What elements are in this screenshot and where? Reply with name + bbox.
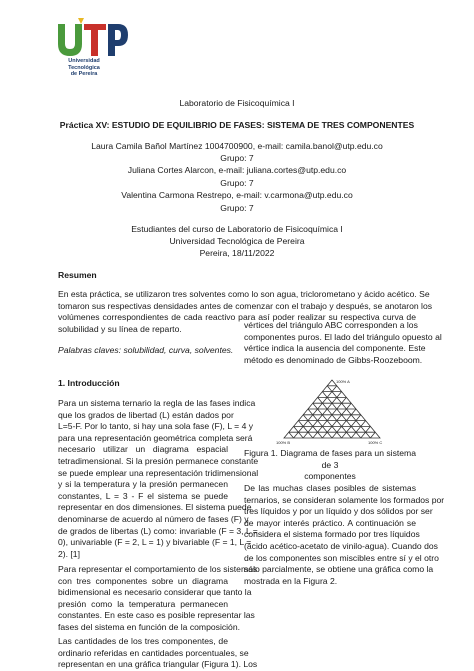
keywords: Palabras claves: solubilidad, curva, solventes. xyxy=(58,345,234,355)
practice-title: Práctica XV: ESTUDIO DE EQUILIBRIO DE FASES: SISTEMA DE TRES COMPONENTES xyxy=(59,120,415,130)
intro-paragraph-2 xyxy=(58,564,258,634)
intro-paragraph-3 xyxy=(58,636,258,671)
logo-subtitle: Universidad Tecnológica de Pereira xyxy=(68,58,100,77)
text-line: Las cantidades de los tres componentes, de xyxy=(58,636,228,646)
text-line: fases del sistema en función de la composición. xyxy=(58,621,241,632)
affiliation-date: Pereira, 18/11/2022 xyxy=(199,248,275,258)
text-line: Para un sistema ternario la regla de las fases indica xyxy=(58,398,256,408)
text-line: denominarse de acuerdo al número de fases (F) y xyxy=(58,513,249,524)
text-line: tres líquidos y por un líquido y dos sólidos por ser xyxy=(244,506,433,517)
text-line: sólo parcialmente, se obtiene una gráfica como la xyxy=(244,564,434,575)
text-line: considera el sistema formado por tres líquidos xyxy=(244,529,420,540)
section-heading-intro: 1. Introducción xyxy=(58,378,120,388)
text-line: (ácido acético-acetato de vinilo-agua). Cuando dos xyxy=(244,540,438,551)
text-line: representar en dos dimensiones. El sistema puede xyxy=(58,502,252,513)
text-line: para una representación geométrica completa será xyxy=(58,432,253,443)
logo-t-shape xyxy=(84,24,106,56)
text-line: de grados de libertas (L) como: invariable (F = 3, L = xyxy=(58,525,258,536)
ternary-triangle xyxy=(284,380,380,438)
author-line: Laura Camila Bañol Martínez 1004700900, e-mail: camila.banol@utp.edu.co xyxy=(91,141,383,151)
author-group: Grupo: 7 xyxy=(220,203,254,213)
text-line: y si la temperatura y la presión permanecen xyxy=(58,479,228,490)
logo-p-shape xyxy=(108,24,128,56)
abstract-body: En esta práctica, se utilizaron tres solventes como lo son agua, triclorometano y ácido acético. Se tomaron sus respectivas densidades antes de comenzar con el trabajo y después, se anotaron los volúmenes correspondientes de cada reactivo para así poder realizar su respectiva curva de solubilidad y su línea de reparto. xyxy=(58,289,433,334)
affiliation-line: Universidad Tecnológica de Pereira xyxy=(169,236,305,246)
logo-u-shape xyxy=(58,24,82,56)
affiliation-line: Estudiantes del curso de Laboratorio de Fisicoquímica I xyxy=(131,224,343,234)
author-line: Valentina Carmona Restrepo, e-mail: v.carmona@utp.edu.co xyxy=(121,190,353,200)
vertex-label-b: 100% B xyxy=(276,440,291,445)
intro-right-paragraph-2 xyxy=(244,483,445,587)
text-line: L=5-F. Por lo tanto, si hay una sola fase (F), L = 4 y xyxy=(58,421,254,432)
text-line: vértice indica la ausencia del componente. Este xyxy=(244,343,426,354)
text-line: ternarios, se consideran solamente los formados por xyxy=(244,494,445,505)
text-line: constantes. En este caso es posible representar las xyxy=(58,610,255,621)
text-line: ordinario referidas en cantidades porcentuales, se xyxy=(58,647,249,658)
text-line: de mayor interés práctico. A continuación se xyxy=(244,517,416,528)
text-line: que los grados de libertad (L) están dados por xyxy=(58,409,234,420)
ternary-diagram-figure xyxy=(276,376,388,446)
text-line: constantes, L = 3 - F el sistema se puede xyxy=(58,490,228,501)
text-line: necesario utilizar un diagrama espacial xyxy=(58,444,228,455)
author-group: Grupo: 7 xyxy=(220,153,254,163)
text-line: representan en una gráfica triangular (Figura 1). Los xyxy=(58,659,258,670)
author-line: Juliana Cortes Alarcon, e-mail: juliana.cortes@utp.edu.co xyxy=(127,165,347,175)
text-line: presión como la temperatura permanecen xyxy=(58,598,228,609)
vertex-label-c: 100% C xyxy=(368,440,383,445)
text-line: De las muchas clases posibles de sistemas xyxy=(244,483,416,493)
text-line: de los componentes son miscibles entre sí y el otro xyxy=(244,552,439,563)
text-line: con tres componentes sobre un diagrama xyxy=(58,575,228,586)
text-line: 0), univariable (F = 2, L = 1) y bivariable (F = 1, L = xyxy=(58,537,252,548)
author-group: Grupo: 7 xyxy=(220,178,254,188)
text-line: tetradimensional. Si la presión permanece constante xyxy=(58,455,259,466)
abstract-heading: Resumen xyxy=(58,270,97,280)
intro-right-paragraph-1 xyxy=(244,320,442,366)
text-line: vértices del triángulo ABC corresponden a los xyxy=(244,320,418,330)
logo-accent xyxy=(78,18,84,24)
vertex-label-a: 100% A xyxy=(336,379,350,384)
text-line: componentes puros. El lado del triángulo opuesto al xyxy=(244,331,442,342)
figure-1-caption: Figura 1. Diagrama de fases para un sistema de 3 componentes xyxy=(244,448,416,482)
text-line: se puede emplear una representación tridimensional xyxy=(58,467,259,478)
text-line: método es denominado de Gibbs-Roozeboom. xyxy=(244,354,423,365)
text-line: 2). [1] xyxy=(58,548,80,559)
intro-paragraph-1 xyxy=(58,398,259,560)
course-title: Laboratorio de Fisicoquímica I xyxy=(179,98,295,108)
text-line: Para representar el comportamiento de los sistemas xyxy=(58,564,258,574)
text-line: bidimensional es necesario considerar que tanto la xyxy=(58,587,252,598)
text-line: mostrada en la Figura 2. xyxy=(244,575,338,586)
